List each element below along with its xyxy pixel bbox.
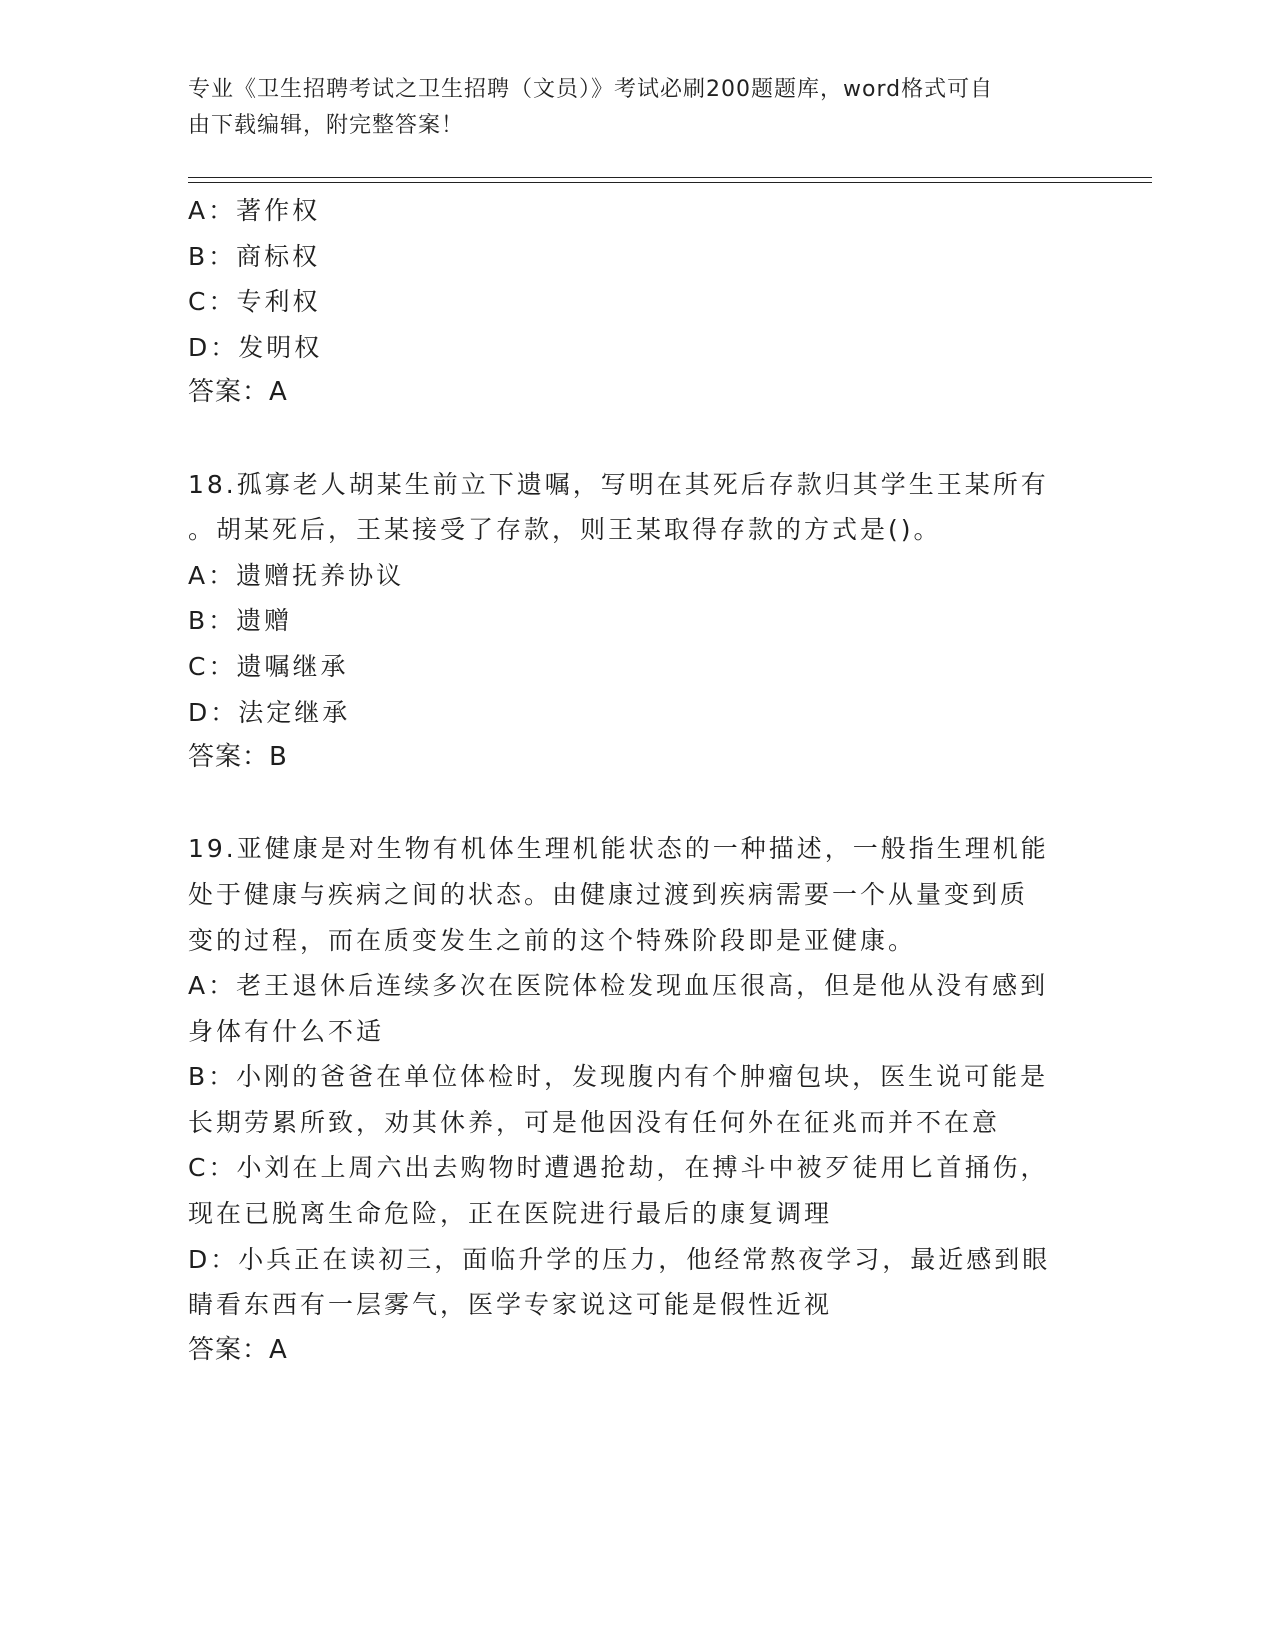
question-stem: 变的过程，而在质变发生之前的这个特殊阶段即是亚健康。 — [188, 925, 917, 955]
answer-line: 答案：A — [188, 1334, 288, 1365]
option-b-continued: 长期劳累所致，劝其休养，可是他因没有任何外在征兆而并不在意 — [188, 1107, 1001, 1137]
question-stem: 18.孤寡老人胡某生前立下遗嘱，写明在其死后存款归其学生王某所有 — [188, 469, 1049, 499]
question-gap — [188, 416, 1088, 462]
option-a: A：老王退休后连续多次在医院体检发现血压很高，但是他从没有感到 — [188, 971, 1049, 1001]
option-b: B：小刚的爸爸在单位体检时，发现腹内有个肿瘤包块，医生说可能是 — [188, 1062, 1049, 1092]
option-b: B：遗赠 — [188, 606, 293, 636]
answer-line: 答案：A — [188, 377, 288, 408]
option-d: D：法定继承 — [188, 697, 351, 727]
option-b: B：商标权 — [188, 241, 321, 271]
option-d: D：小兵正在读初三，面临升学的压力，他经常熬夜学习，最近感到眼 — [188, 1244, 1051, 1274]
question-18 — [188, 462, 1088, 781]
option-d-continued: 睛看东西有一层雾气，医学专家说这可能是假性近视 — [188, 1290, 833, 1320]
question-stem: 19.亚健康是对生物有机体生理机能状态的一种描述，一般指生理机能 — [188, 834, 1049, 864]
question-gap — [188, 781, 1088, 827]
answer-line: 答案：B — [188, 742, 288, 773]
question-stem: 处于健康与疾病之间的状态。由健康过渡到疾病需要一个从量变到质 — [188, 879, 1029, 909]
header-divider — [188, 177, 1152, 178]
question-content — [188, 188, 1088, 1373]
option-a-continued: 身体有什么不适 — [188, 1016, 385, 1046]
option-c-continued: 现在已脱离生命危险，正在医院进行最后的康复调理 — [188, 1199, 833, 1229]
option-d: D：发明权 — [188, 332, 323, 362]
header-line: 由下载编辑，附完整答案！ — [188, 113, 465, 138]
header-divider — [188, 182, 1152, 183]
option-c: C：遗嘱继承 — [188, 651, 349, 681]
question-19 — [188, 826, 1088, 1373]
question-17 — [188, 188, 1088, 416]
option-c: C：小刘在上周六出去购物时遭遇抢劫，在搏斗中被歹徒用匕首捅伤， — [188, 1153, 1049, 1183]
option-a: A：著作权 — [188, 196, 321, 225]
option-c: C：专利权 — [188, 287, 321, 317]
document-header — [188, 72, 1068, 144]
question-stem: 。胡某死后，王某接受了存款，则王某取得存款的方式是()。 — [188, 515, 942, 545]
option-a: A：遗赠抚养协议 — [188, 560, 405, 590]
header-line: 专业《卫生招聘考试之卫生招聘（文员）》考试必刷200题题库，word格式可自 — [188, 77, 994, 102]
